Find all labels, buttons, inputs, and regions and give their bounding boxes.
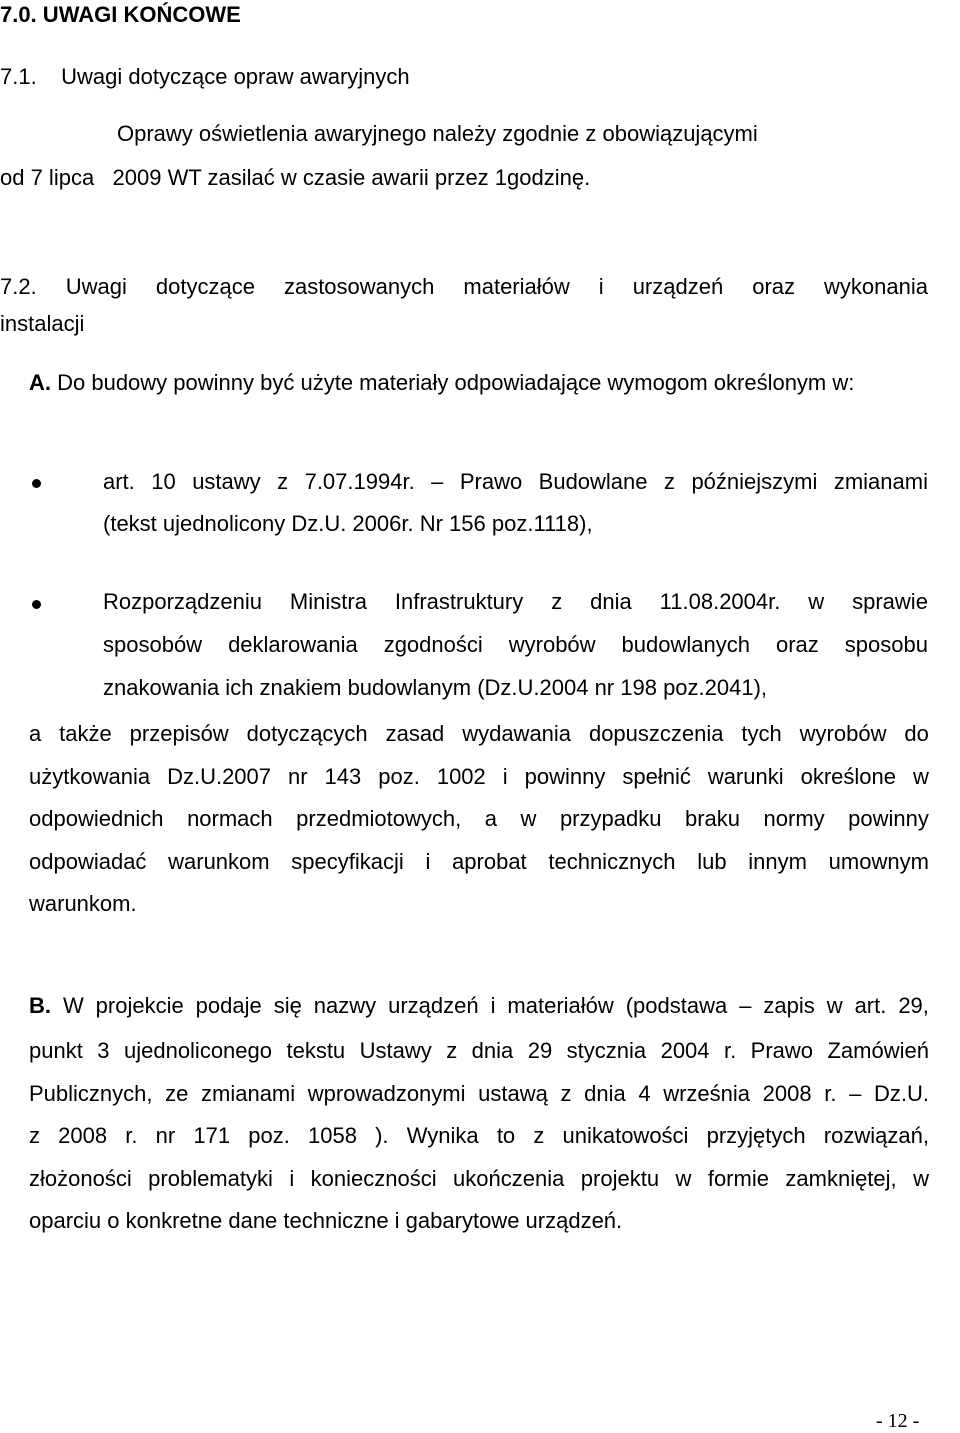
word: aprobat — [452, 848, 527, 874]
part-a-paragraph — [29, 713, 929, 926]
word: umownym — [828, 848, 929, 874]
word: technicznych — [548, 848, 676, 874]
word: – — [739, 993, 752, 1018]
word: Ministra — [289, 589, 367, 614]
word: dotyczące — [155, 274, 255, 299]
subsection-title-line2: instalacji — [0, 311, 85, 336]
paragraph-line — [29, 1115, 929, 1158]
word: r. — [125, 1123, 138, 1149]
word: – — [849, 1080, 862, 1106]
word: 7.2. — [0, 274, 37, 299]
word: Publicznych, — [29, 1080, 153, 1106]
word: z — [446, 1038, 458, 1063]
word: 2004 — [660, 1038, 710, 1063]
word: 10 — [151, 469, 176, 494]
word: z — [29, 1123, 40, 1149]
word: 2008 — [58, 1123, 108, 1149]
paragraph-line — [29, 798, 929, 841]
bullet-1-line1 — [103, 469, 928, 495]
word: stycznia — [566, 1038, 647, 1063]
bullet-dot — [32, 479, 41, 488]
word: nazwy — [313, 993, 377, 1018]
word: z — [533, 1123, 545, 1149]
word: 7.07.1994r. — [304, 469, 415, 494]
word: Zamówień — [827, 1038, 929, 1063]
word: Rozporządzeniu — [103, 589, 262, 614]
word: do — [904, 721, 929, 746]
word: dotyczących — [246, 721, 368, 746]
word: w — [826, 993, 843, 1018]
word: tekstu — [286, 1038, 346, 1063]
paragraph-line — [29, 1073, 929, 1116]
paragraph-line — [29, 1158, 929, 1201]
word: nr — [155, 1123, 176, 1149]
word: punkt — [29, 1038, 83, 1063]
word: r. — [824, 1080, 837, 1106]
word: normach — [187, 806, 273, 832]
word: ukończenia — [453, 1165, 565, 1191]
word: Infrastruktury — [394, 589, 524, 614]
word: zastosowanych — [283, 274, 435, 299]
word: zapis — [763, 993, 815, 1018]
word: tych — [741, 721, 782, 746]
word: (podstawa — [625, 993, 728, 1018]
paragraph-line — [29, 756, 929, 799]
word: wyrobów — [799, 721, 887, 746]
word: projekcie — [95, 993, 184, 1018]
word: w — [913, 1165, 929, 1191]
word: specyfikacji — [291, 848, 404, 874]
part-b-line1 — [29, 993, 929, 1019]
word: dnia — [590, 589, 632, 614]
word: odpowiednich — [29, 806, 164, 832]
word: art. — [854, 993, 887, 1018]
word: problematyki — [148, 1165, 273, 1191]
paragraph-line: oparciu o konkretne dane techniczne i gabarytowe urządzeń. — [29, 1208, 623, 1234]
word: warunkom — [168, 848, 270, 874]
word: sprawie — [852, 589, 928, 614]
word: w — [912, 763, 929, 789]
word: w — [675, 1165, 692, 1191]
section-heading: 7.0. UWAGI KOŃCOWE — [0, 2, 241, 27]
word: dopuszczenia — [588, 721, 724, 746]
word: zmianami — [833, 469, 928, 494]
part-a-intro — [29, 370, 854, 396]
bullet-2-line1 — [103, 589, 928, 615]
word: Wynika — [406, 1123, 479, 1149]
word: innym — [748, 848, 807, 874]
word: poz. — [248, 1123, 290, 1149]
word: a — [29, 721, 42, 746]
word: unikatowości — [562, 1123, 689, 1149]
word: w — [520, 806, 537, 832]
word: września — [663, 1080, 751, 1106]
page-number: - 12 - — [876, 1410, 920, 1432]
word: złożoności — [29, 1165, 132, 1191]
word: ). — [375, 1123, 389, 1149]
word: także — [59, 721, 112, 746]
bullet-1-line2: (tekst ujednolicony Dz.U. 2006r. Nr 156 poz.1118), — [103, 511, 593, 536]
subsection-title-7-2 — [0, 274, 928, 300]
word: formie — [707, 1165, 769, 1191]
word: braku — [684, 806, 741, 832]
word: zmianami — [201, 1080, 296, 1106]
word: zgodności — [383, 632, 483, 657]
part-a-intro-text: Do budowy powinny być użyte materiały odpowiadające wymogom określonym w: — [51, 370, 855, 395]
word: Ustawy — [359, 1038, 432, 1063]
word: z — [663, 469, 675, 494]
paragraph-line: Oprawy oświetlenia awaryjnego należy zgodnie z obowiązującymi — [117, 121, 758, 146]
word: materiałów — [463, 274, 570, 299]
word: wyrobów — [508, 632, 596, 657]
word: Prawo — [750, 1038, 814, 1063]
word: 1058 — [308, 1123, 357, 1149]
subsection-title-text: Uwagi dotyczące opraw awaryjnych — [61, 64, 410, 89]
paragraph-line — [29, 713, 929, 756]
word: z — [277, 469, 289, 494]
word: zasad — [385, 721, 445, 746]
word: i — [289, 1165, 295, 1191]
word: urządzeń — [632, 274, 724, 299]
word: i — [425, 848, 431, 874]
word: budowlanych — [621, 632, 750, 657]
word: Uwagi — [65, 274, 127, 299]
word: przyjętych — [706, 1123, 806, 1149]
word: podaje — [195, 993, 262, 1018]
word: warunki — [707, 763, 784, 789]
word: 3 — [97, 1038, 110, 1063]
word: spełnić — [622, 763, 691, 789]
paragraph-line: warunkom. — [29, 891, 137, 917]
word: Dz.U. — [873, 1080, 929, 1106]
word: w — [808, 589, 825, 614]
word: W — [62, 993, 84, 1018]
word: ustawą — [478, 1080, 548, 1106]
subsection-title-7-1 — [0, 64, 470, 90]
word: i — [490, 993, 496, 1018]
word: nr — [288, 763, 308, 789]
word: Prawo — [459, 469, 523, 494]
word: rozwiązań, — [823, 1123, 929, 1149]
word: urządzeń — [388, 993, 479, 1018]
word: późniejszymi — [691, 469, 818, 494]
word: z — [551, 589, 563, 614]
bullet-2-line2 — [103, 632, 928, 658]
part-b-letter: B. — [29, 993, 51, 1018]
word: z — [560, 1080, 572, 1106]
word: i — [502, 763, 508, 789]
word: wykonania — [824, 274, 928, 299]
word: Dz.U.2007 — [167, 763, 272, 789]
paragraph-line: od 7 lipca 2009 WT zasilać w czasie awarii przez 1godzinę. — [0, 165, 591, 190]
word: użytkowania — [29, 763, 151, 789]
word: i — [598, 274, 604, 299]
word: ustawy — [192, 469, 261, 494]
word: zamkniętej, — [785, 1165, 897, 1191]
word: sposobów — [103, 632, 203, 657]
word: 29, — [898, 993, 929, 1018]
word: 29 — [527, 1038, 553, 1063]
word: konieczności — [310, 1165, 437, 1191]
word: deklarowania — [228, 632, 358, 657]
bullet-dot — [32, 600, 41, 609]
word: dnia — [584, 1080, 626, 1106]
word: przedmiotowych, — [296, 806, 462, 832]
bullet-2-line3: znakowania ich znakiem budowlanym (Dz.U.2004 nr 198 poz.2041), — [103, 675, 768, 700]
word: 2008 — [762, 1080, 812, 1106]
paragraph-line — [29, 841, 929, 884]
word: 143 — [324, 763, 362, 789]
word: oraz — [752, 274, 796, 299]
word: r. — [723, 1038, 737, 1063]
paragraph-line — [29, 1030, 929, 1073]
word: 11.08.2004r. — [659, 589, 781, 614]
word: a — [484, 806, 498, 832]
word: 171 — [193, 1123, 231, 1149]
word: oraz — [775, 632, 819, 657]
word: odpowiadać — [29, 848, 147, 874]
word: normy — [763, 806, 825, 832]
word: to — [496, 1123, 516, 1149]
word: materiałów — [507, 993, 614, 1018]
word: określone — [800, 763, 896, 789]
word: ujednoliconego — [123, 1038, 273, 1063]
part-a-letter: A. — [29, 370, 51, 395]
word: wydawania — [462, 721, 572, 746]
part-b-paragraph — [29, 1030, 929, 1243]
word: 4 — [638, 1080, 651, 1106]
word: Budowlane — [538, 469, 648, 494]
word: ze — [165, 1080, 189, 1106]
word: powinny — [848, 806, 929, 832]
word: – — [431, 469, 444, 494]
subsection-number: 7.1. — [0, 64, 37, 89]
word: się — [273, 993, 302, 1018]
word: dnia — [471, 1038, 514, 1063]
word: sposobu — [844, 632, 928, 657]
word: wprowadzonymi — [307, 1080, 466, 1106]
word: lub — [697, 848, 727, 874]
word: powinny — [524, 763, 606, 789]
word: przepisów — [129, 721, 229, 746]
word: projektu — [580, 1165, 660, 1191]
word: 1002 — [436, 763, 486, 789]
word: przypadku — [559, 806, 662, 832]
word: art. — [103, 469, 135, 494]
word: poz. — [378, 763, 420, 789]
